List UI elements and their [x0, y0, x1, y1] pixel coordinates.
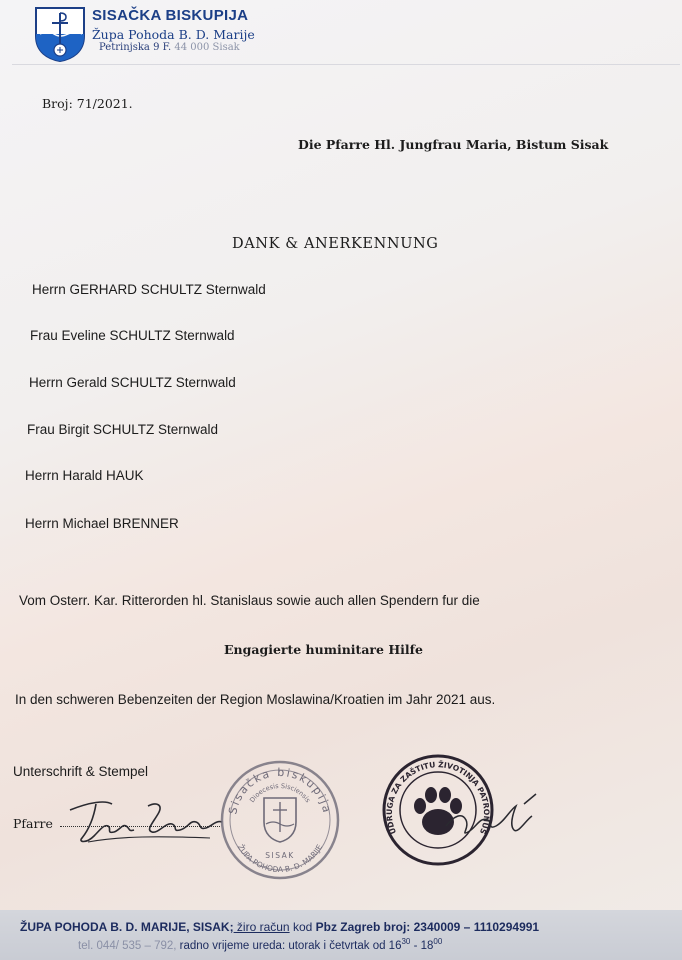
footer-contact-line: [78, 937, 442, 952]
address-faded: 44 000 Sisak: [174, 42, 240, 53]
list-item: Herrn Harald HAUK: [25, 468, 144, 483]
footer-parish: ŽUPA POHODA B. D. MARIJE, SISAK;: [20, 920, 234, 934]
diocese-stamp: [218, 758, 342, 882]
footer-bank-line: [20, 920, 539, 934]
document-number: Broj: 71/2021.: [42, 96, 133, 111]
footer-hours-to-min: 00: [433, 937, 443, 946]
signature-label: Unterschrift & Stempel: [13, 764, 149, 779]
footer-account-label: žiro račun: [233, 920, 290, 934]
closing-text: In den schweren Bebenzeiten der Region Moslawina/Kroatien im Jahr 2021 aus.: [15, 692, 496, 707]
parish-name: Župa Pohoda B. D. Marije: [92, 27, 255, 42]
second-signature: [440, 786, 550, 846]
header-divider: [12, 64, 680, 65]
highlight-text: Engagierte huminitare Hilfe: [224, 642, 423, 657]
footer-hours-dash: - 18: [410, 939, 434, 952]
footer-at: kod: [289, 920, 316, 934]
list-item: Frau Birgit SCHULTZ Sternwald: [27, 422, 219, 437]
statement-text: Vom Osterr. Kar. Ritterorden hl. Stanislaus sowie auch allen Spendern fur die: [19, 593, 480, 608]
footer-hours-from-min: 30: [401, 937, 411, 946]
list-item: Frau Eveline SCHULTZ Sternwald: [30, 328, 235, 343]
document-title: DANK & ANERKENNUNG: [232, 236, 439, 252]
list-item: Herrn GERHARD SCHULTZ Sternwald: [32, 282, 266, 297]
footer-hours: radno vrijeme ureda: utorak i četvrtak od 16: [176, 939, 402, 952]
stamp-city: SISAK: [265, 851, 295, 860]
stamp-text-inner: Dioecesis Sisciensis: [248, 781, 313, 805]
list-item: Herrn Michael BRENNER: [25, 516, 179, 531]
diocese-crest-icon: [34, 6, 86, 62]
stamp-text-top: Sisačka biskupija: [226, 765, 334, 816]
list-item: Herrn Gerald SCHULTZ Sternwald: [29, 375, 236, 390]
address: [99, 42, 240, 53]
footer-bank-number: Pbz Zagreb broj: 2340009 – 1110294991: [315, 920, 540, 934]
stamp-text-bottom: ŽUPA POHODA B. D. MARIJE: [235, 842, 325, 875]
footer-bar: [0, 910, 682, 960]
address-main: Petrinjska 9 F.: [99, 42, 172, 53]
org-name: SISAČKA BISKUPIJA: [92, 7, 249, 24]
footer-phone: tel. 044/ 535 – 792,: [78, 939, 177, 952]
signature-role: Pfarre: [13, 816, 53, 831]
animal-stamp-text: UDRUGA ZA ZAŠTITU ŽIVOTINJA PATRONUS: [384, 760, 492, 836]
recipient-line: Die Pfarre Hl. Jungfrau Maria, Bistum Sisak: [298, 137, 609, 152]
